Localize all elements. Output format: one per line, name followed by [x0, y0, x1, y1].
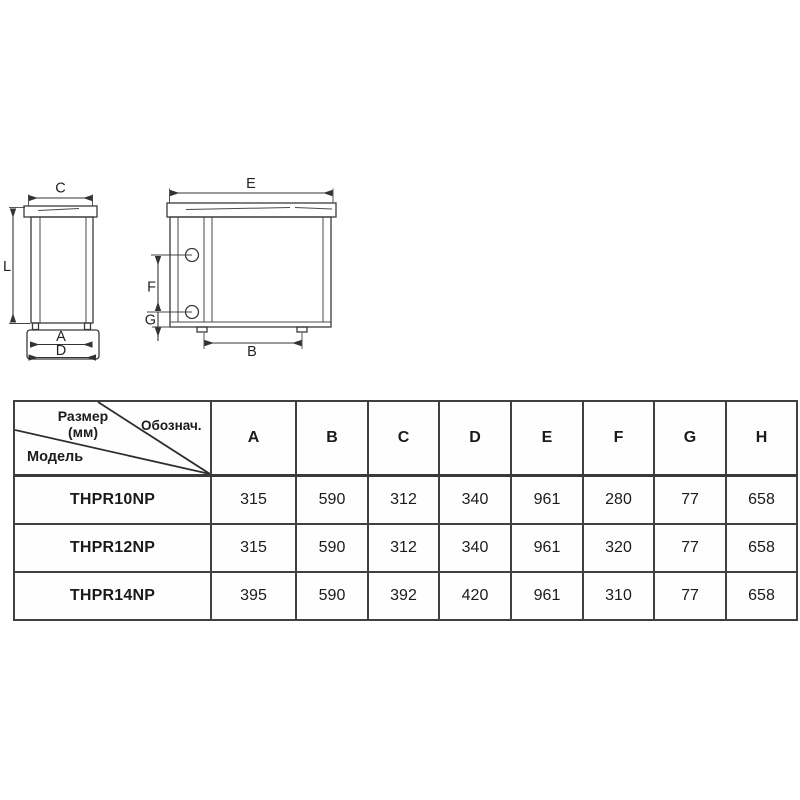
col-header-f: F [583, 401, 654, 476]
table-row [14, 476, 797, 525]
dim-value-cell: 77 [654, 572, 726, 620]
dim-value-cell: 590 [296, 524, 368, 572]
side-foot-left [197, 327, 207, 332]
dim-value-cell: 961 [511, 572, 583, 620]
corner-designation-label: Обознач. [141, 418, 202, 433]
dim-label-b: B [247, 344, 257, 360]
dim-label-g: G [144, 312, 156, 329]
dim-value-cell: 658 [726, 524, 797, 572]
dim-value-cell: 77 [654, 524, 726, 572]
col-header-h: H [726, 401, 797, 476]
dim-value-cell: 395 [211, 572, 296, 620]
corner-model-label: Модель [27, 449, 84, 465]
dim-value-cell: 315 [211, 524, 296, 572]
dim-value-cell: 420 [439, 572, 511, 620]
dim-value-cell: 320 [583, 524, 654, 572]
side-foot-right [297, 327, 307, 332]
col-header-a: A [211, 401, 296, 476]
dim-value-cell: 340 [439, 476, 511, 525]
dim-value-cell: 312 [368, 476, 439, 525]
col-header-b: B [296, 401, 368, 476]
col-header-e: E [511, 401, 583, 476]
dim-value-cell: 961 [511, 476, 583, 525]
dim-value-cell: 590 [296, 476, 368, 525]
table-row [14, 524, 797, 572]
dim-value-cell: 590 [296, 572, 368, 620]
dim-label-e: E [246, 176, 256, 192]
dim-value-cell: 312 [368, 524, 439, 572]
dim-value-cell: 315 [211, 476, 296, 525]
table-corner-cell [14, 401, 211, 476]
model-name-cell: THPR12NP [14, 524, 211, 572]
col-header-d: D [439, 401, 511, 476]
dim-label-f: F [147, 279, 156, 296]
col-header-c: C [368, 401, 439, 476]
table-header-row [14, 401, 797, 476]
side-lid-detail [295, 208, 332, 210]
dim-label-a: A [56, 329, 66, 345]
dim-value-cell: 658 [726, 572, 797, 620]
model-name-cell: THPR14NP [14, 572, 211, 620]
dim-value-cell: 392 [368, 572, 439, 620]
corner-size-label: Размер (мм) [57, 408, 109, 441]
dim-label-d: D [55, 343, 67, 359]
col-header-g: G [654, 401, 726, 476]
dim-value-cell: 658 [726, 476, 797, 525]
front-foot-right [85, 323, 91, 330]
side-lid-detail [186, 208, 290, 210]
dim-value-cell: 77 [654, 476, 726, 525]
dim-value-cell: 310 [583, 572, 654, 620]
front-lid [24, 206, 97, 217]
front-lid-detail [38, 209, 79, 211]
side-view-drawing [145, 176, 336, 360]
dim-value-cell: 340 [439, 524, 511, 572]
side-body [170, 217, 331, 327]
front-foot-left [33, 323, 39, 330]
front-view-drawing [3, 181, 99, 360]
dim-label-c: C [55, 180, 66, 197]
dim-label-l: L [2, 259, 12, 275]
model-name-cell: THPR10NP [14, 476, 211, 525]
dim-value-cell: 961 [511, 524, 583, 572]
dimensions-table [13, 400, 798, 621]
dimension-drawing [0, 0, 800, 390]
side-lid [167, 203, 336, 217]
table-row [14, 572, 797, 620]
dim-value-cell: 280 [583, 476, 654, 525]
